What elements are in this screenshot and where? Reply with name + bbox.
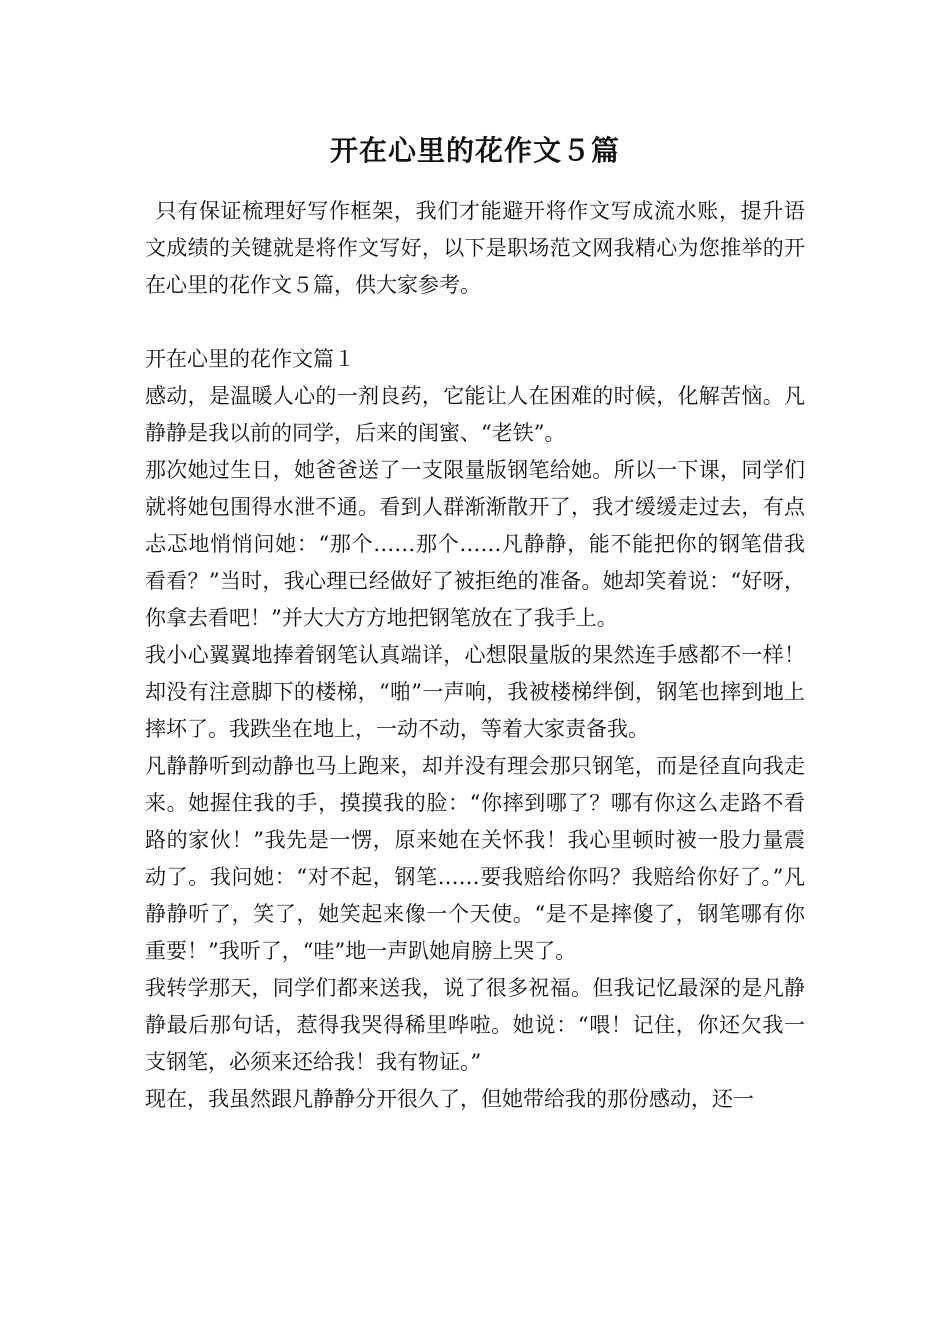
section-heading: 开在心里的花作文篇１ — [145, 347, 355, 371]
paragraph-gap — [145, 304, 805, 341]
body-paragraph: 我小心翼翼地捧着钢笔认真端详，心想限量版的果然连手感都不一样！却没有注意脚下的楼梯，“啪”一声响，我被楼梯绊倒，钢笔也摔到地上摔坏了。我跌坐在地上，一动不动，等着大家责备我。 — [145, 643, 805, 741]
body-paragraph: 那次她过生日，她爸爸送了一支限量版钢笔给她。所以一下课，同学们就将她包围得水泄不通。看到人群渐渐散开了，我才缓缓走过去，有点忐忑地悄悄问她：“那个……那个……凡静静，能不能把你的钢笔借我看看？”当时，我心理已经做好了被拒绝的准备。她却笑着说：“好呀，你拿去看吧！”并大大方方地把钢笔放在了我手上。 — [145, 458, 805, 630]
intro-paragraph: 只有保证梳理好写作框架，我们才能避开将作文写成流水账，提升语文成绩的关键就是将作文写好，以下是职场范文网我精心为您推举的开在心里的花作文５篇，供大家参考。 — [145, 199, 805, 297]
body-paragraph: 凡静静听到动静也马上跑来，却并没有理会那只钢笔，而是径直向我走来。她握住我的手，摸摸我的脸：“你摔到哪了？哪有你这么走路不看路的家伙！”我先是一愣，原来她在关怀我！我心里顿时被一股力量震动了。我问她：“对不起，钢笔……要我赔给你吗？我赔给你好了。”凡静静听了，笑了，她笑起来像一个天使。“是不是摔傻了，钢笔哪有你重要！”我听了，“哇”地一声趴她肩膀上哭了。 — [145, 754, 805, 963]
body-paragraph: 我转学那天，同学们都来送我，说了很多祝福。但我记忆最深的是凡静静最后那句话，惹得我哭得稀里哗啦。她说：“喂！记住，你还欠我一支钢笔，必须来还给我！我有物证。” — [145, 976, 805, 1074]
body-paragraph: 现在，我虽然跟凡静静分开很久了，但她带给我的那份感动，还一 — [145, 1087, 754, 1111]
document-body — [145, 193, 805, 1118]
body-paragraph: 感动，是温暖人心的一剂良药，它能让人在困难的时候，化解苦恼。凡静静是我以前的同学，后来的闺蜜、“老铁”。 — [145, 384, 805, 445]
document-title: 开在心里的花作文５篇 — [329, 134, 620, 167]
